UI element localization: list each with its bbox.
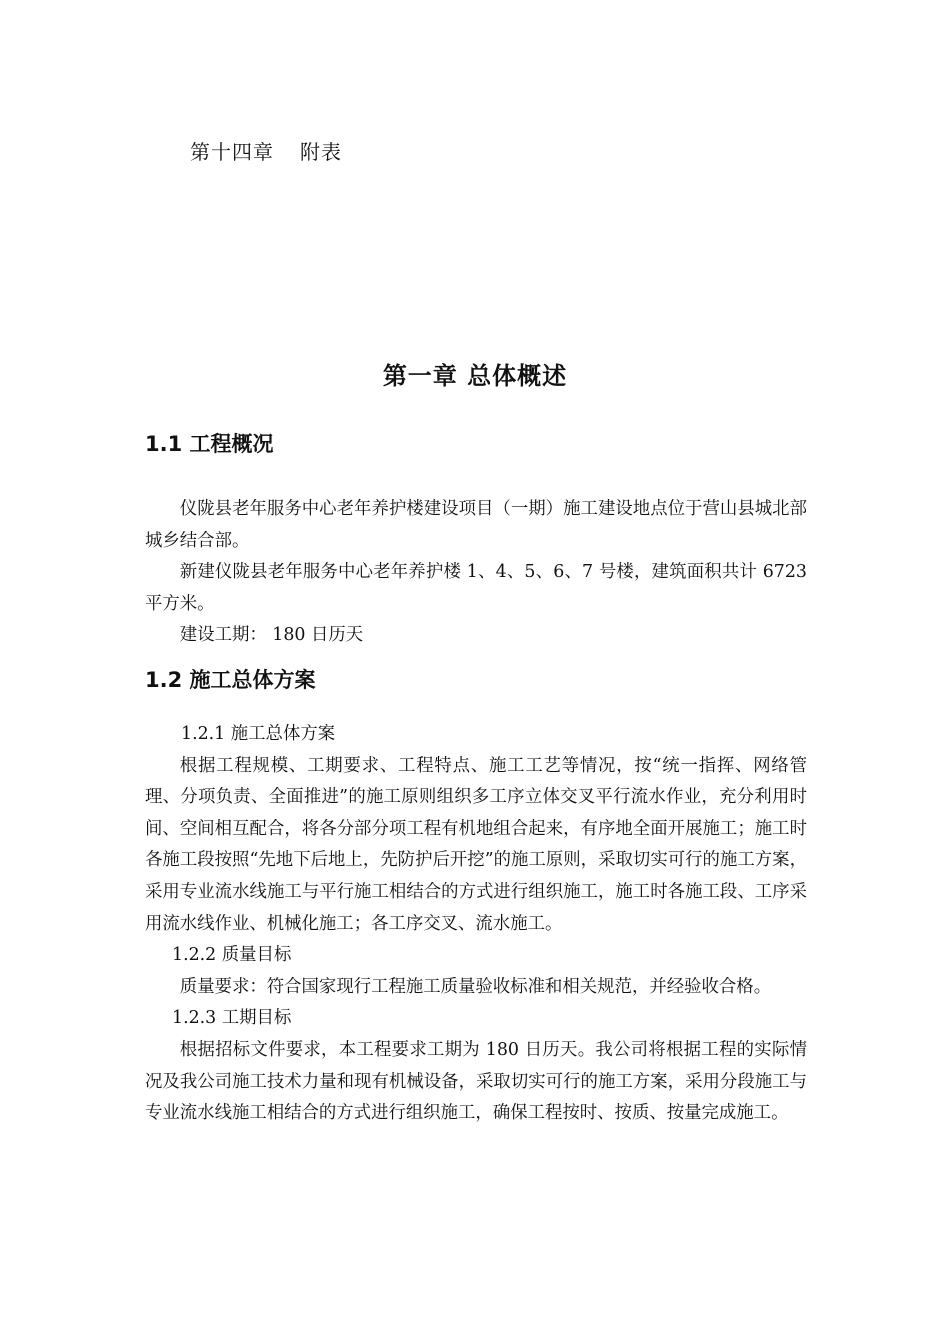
schedule-target-paragraph: 根据招标文件要求，本工程要求工期为 180 日历天。我公司将根据工程的实际情况及我公司施工技术力量和现有机械设备，采取切实可行的施工方案，采用分段施工与专业流水线施工相结合的方式进行组织施工，确保工程按时、按质、按量完成施工。 [145,1039,807,1124]
toc-chapter-number: 第十四章 [190,140,274,164]
toc-entry-chapter-14 [190,136,342,165]
section-heading-1-1: 1.1 工程概况 [145,432,274,456]
subsection-title-1-2-2: 1.2.2 质量目标 [172,945,292,966]
section-1-2-body [145,719,807,1130]
project-location-paragraph: 仪陇县老年服务中心老年养护楼建设项目（一期）施工建设地点位于营山县城北部城乡结合部。 [145,499,807,551]
building-area-paragraph: 新建仪陇县老年服务中心老年养护楼 1、4、5、6、7 号楼，建筑面积共计 6723 平方米。 [145,562,807,614]
section-heading-1-2: 1.2 施工总体方案 [145,668,316,692]
subsection-title-1-2-1: 1.2.1 施工总体方案 [181,724,336,744]
quality-target-paragraph: 质量要求：符合国家现行工程施工质量验收标准和相关规范，并经验收合格。 [179,976,772,997]
subsection-title-1-2-3: 1.2.3 工期目标 [172,1008,292,1029]
section-1-1-body [145,494,807,652]
chapter-title: 第一章 总体概述 [382,362,568,390]
construction-plan-paragraph: 根据工程规模、工期要求、工程特点、施工工艺等情况，按“统一指挥、网络管理、分项负责、全面推进”的施工原则组织多工序立体交叉平行流水作业，充分利用时间、空间相互配合，将各分部分项工程有机地组合起来，有序地全面开展施工；施工时各施工段按照“先地下后地上，先防护后开挖”的施工原则，采取切实可行的施工方案，采用专业流水线施工与平行施工相结合的方式进行组织施工，施工时各施工段、工序采用流水线作业、机械化施工；各工序交叉、流水施工。 [145,755,807,934]
toc-chapter-title: 附表 [300,140,342,164]
construction-period-paragraph: 建设工期： 180 日历天 [179,625,364,646]
